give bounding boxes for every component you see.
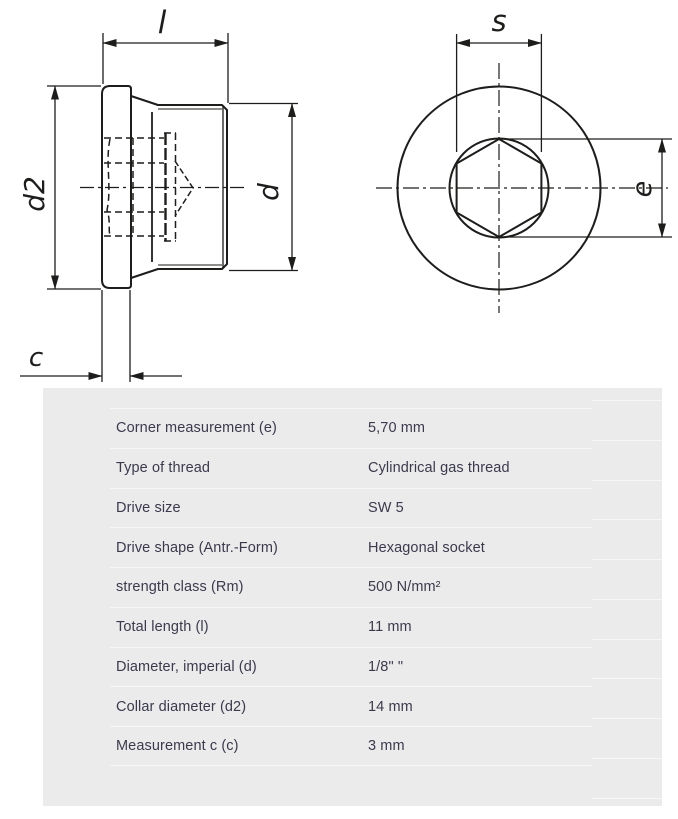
spec-row [110,488,592,528]
separator-line [592,400,662,401]
separator-line [592,678,662,679]
separator-line [592,758,662,759]
spec-label: Total length (l) [116,619,209,636]
spec-row [110,686,592,726]
separator-line [592,718,662,719]
spec-value: 3 mm [368,737,405,754]
spec-label: Diameter, imperial (d) [116,658,257,675]
technical-drawing [0,0,678,390]
spec-row [110,647,592,687]
separator-line [592,639,662,640]
spec-label: Drive size [116,499,181,516]
spec-value: 11 mm [368,619,412,636]
spec-value: Cylindrical gas thread [368,460,510,477]
spec-label: strength class (Rm) [116,579,244,596]
spec-row [110,527,592,567]
dim-label-d: d [252,183,285,201]
dim-label-d2: d2 [18,176,51,212]
spec-label: Measurement c (c) [116,737,239,754]
spec-row [110,408,592,448]
dim-label-c: c [28,343,44,373]
spec-value: 14 mm [368,698,413,715]
spec-label: Type of thread [116,460,211,477]
spec-label: Collar diameter (d2) [116,698,247,715]
dim-label-e: e [627,180,658,198]
spec-label: Corner measurement (e) [116,420,277,437]
drill-point-cone [175,161,193,216]
spec-row [110,448,592,488]
spec-value: Hexagonal socket [368,539,485,556]
dim-l [103,33,228,103]
separator-line [592,519,662,520]
spec-value: SW 5 [368,499,404,516]
spec-label: Drive shape (Antr.-Form) [116,539,278,556]
spec-value: 1/8" " [368,658,404,675]
spec-value: 5,70 mm [368,420,426,437]
spec-table [110,408,592,766]
separator-line [592,599,662,600]
spec-row [110,607,592,647]
spec-row [110,567,592,607]
side-view [18,5,298,382]
separator-line [592,480,662,481]
front-view [376,4,672,313]
separator-line [592,559,662,560]
dim-label-s: s [491,4,507,38]
spec-row [110,726,592,766]
dim-c [20,290,182,382]
spec-panel [43,388,662,806]
separator-line [592,440,662,441]
spec-value: 500 N/mm² [368,579,441,596]
separator-line [592,798,662,799]
dim-label-l: l [157,5,167,41]
